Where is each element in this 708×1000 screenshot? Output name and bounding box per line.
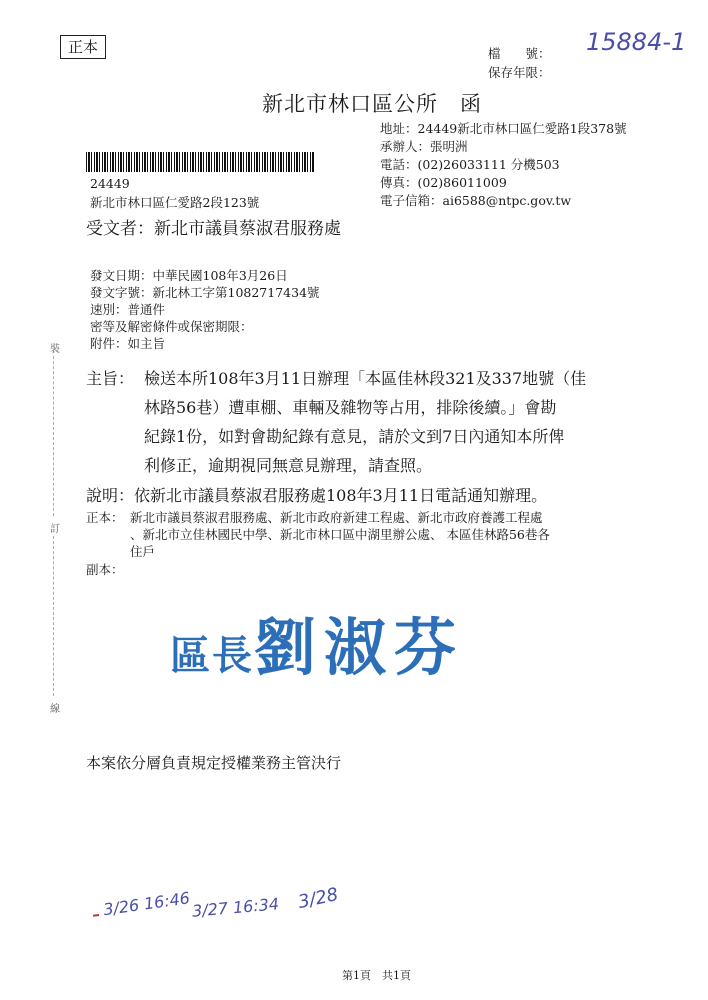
handwritten-note: 3/28 <box>296 884 341 913</box>
recipient: 受文者：新北市議員蔡淑君服務處 <box>86 219 341 239</box>
side-mark-staple: 訂 <box>50 524 60 535</box>
original-recipients-line: 住戶 <box>130 544 156 559</box>
postal-barcode <box>86 152 314 172</box>
page-number: 第1頁 共1頁 <box>342 969 411 982</box>
document-number: 發文字號：新北林工字第1082717434號 <box>90 285 320 300</box>
subject-label: 主旨： <box>86 369 135 388</box>
side-mark-line: 線 <box>50 704 60 715</box>
explanation-text: 依新北市議員蔡淑君服務處108年3月11日電話通知辦理。 <box>134 486 548 505</box>
subject-line: 利修正，逾期視同無意見辦理，請查照。 <box>144 456 433 475</box>
mail-address: 新北市林口區仁愛路2段123號 <box>90 195 260 210</box>
subject-line: 檢送本所108年3月11日辦理「本區佳林段321及337地號（佳 <box>144 369 587 388</box>
delivery-speed: 速別：普通件 <box>90 302 166 317</box>
contact-handler: 承辦人：張明洲 <box>380 139 468 154</box>
received-stamp <box>93 914 99 917</box>
copy-label-box: 正本 <box>60 35 106 59</box>
subject-line: 紀錄1份，如對會勘紀錄有意見，請於文到7日內通知本所俾 <box>144 427 565 446</box>
secrecy-level: 密等及解密條件或保密期限： <box>90 319 253 334</box>
contact-address: 地址：24449新北市林口區仁愛路1段378號 <box>380 121 627 136</box>
binding-line <box>53 536 54 696</box>
subject-line: 林路56巷）遭車棚、車輛及雜物等占用，排除後續。」會勘 <box>144 398 557 417</box>
attachment: 附件：如主旨 <box>90 336 166 351</box>
original-recipients-line: 新北市議員蔡淑君服務處、新北市政府新建工程處、新北市政府養護工程處 <box>130 510 543 525</box>
authorization-note: 本案依分層負責規定授權業務主管決行 <box>86 754 342 772</box>
contact-email: 電子信箱：ai6588@ntpc.gov.tw <box>380 193 572 208</box>
file-no-label: 檔 號： <box>488 46 551 61</box>
contact-fax: 傳真：(02)86011009 <box>380 175 507 190</box>
retention-label: 保存年限： <box>488 65 551 80</box>
handwritten-file-number: 15884-1 <box>586 28 687 56</box>
side-mark-bind: 裝 <box>50 344 60 355</box>
original-recipients-line: 、新北市立佳林國民中學、新北市林口區中湖里辦公處、 本區佳林路56巷各 <box>130 527 550 542</box>
seal-title: 區長 <box>170 632 254 679</box>
mail-postcode: 24449 <box>90 176 130 191</box>
seal-name: 劉淑芬 <box>254 611 465 684</box>
director-seal <box>170 598 464 687</box>
contact-phone: 電話：(02)26033111 分機503 <box>380 157 560 172</box>
handwritten-note: 3/26 16:46 <box>91 888 191 920</box>
document-title: 新北市林口區公所 函 <box>262 92 482 116</box>
binding-line <box>53 356 54 516</box>
copy-recipients-label: 副本： <box>86 562 124 577</box>
handwritten-note: 3/27 16:34 <box>191 894 280 921</box>
issue-date: 發文日期：中華民國108年3月26日 <box>90 268 288 283</box>
explanation-label: 說明： <box>86 486 135 505</box>
original-recipients-label: 正本： <box>86 510 124 525</box>
